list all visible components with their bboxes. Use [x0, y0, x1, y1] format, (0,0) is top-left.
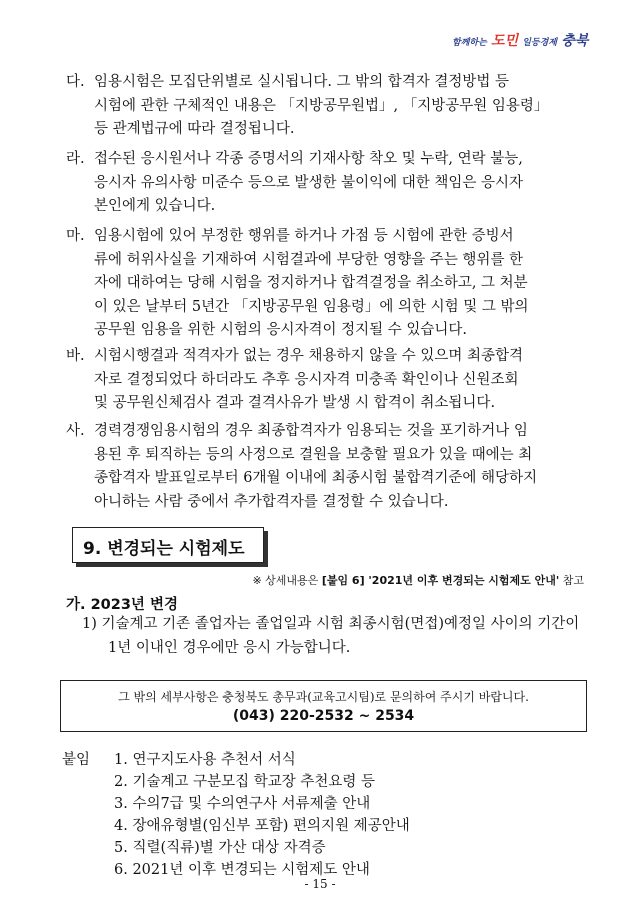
logo-text-1: 함께하는 [452, 38, 487, 48]
contact-box [60, 680, 587, 732]
item-mark: 바. [66, 348, 85, 364]
item-line: 본인에게 있습니다. [94, 198, 216, 214]
contact-text: 그 밖의 세부사항은 충청북도 총무과(교육고시팀)로 문의하여 주시기 바랍니다. [118, 690, 529, 704]
item-line: 이 있은 날부터 5년간 「지방공무원 임용령」에 의한 시험 및 그 밖의 [94, 298, 529, 315]
item-mark: 마. [66, 228, 85, 244]
item-line: 시험에 관한 구체적인 내용은 「지방공무원법」, 「지방공무원 임용령」 [94, 97, 549, 114]
page-number: - 15 - [304, 877, 336, 891]
section-heading: 9. 변경되는 시험제도 [83, 539, 245, 559]
attachment-item: 6. 2021년 이후 변경되는 시험제도 안내 [114, 862, 370, 878]
logo [452, 30, 602, 54]
item-line: 시험시행결과 적격자가 없는 경우 채용하지 않을 수 있으며 최종합격 [94, 348, 524, 364]
attachments-list [62, 749, 410, 881]
item-line: 임용시험에 있어 부정한 행위를 하거나 가점 등 시험에 관한 증빙서 [94, 228, 514, 244]
logo-text-2: 도민 [490, 33, 519, 49]
item-line: 아니하는 사람 중에서 추가합격자를 결정할 수 있습니다. [94, 493, 449, 510]
contact-phone: (043) 220-2532 ~ 2534 [232, 708, 415, 724]
item-line: 자로 결정되었다 하더라도 추후 응시자격 미충족 확인이나 신원조회 [94, 371, 519, 388]
section-heading-box [72, 527, 264, 563]
change-item-line2: 1년 이내인 경우에만 응시 가능합니다. [108, 640, 351, 656]
change-item-line1: 1) 기술계고 기존 졸업자는 졸업일과 시험 최종시험(면접)예정일 사이의 기간이 [82, 616, 580, 632]
item-line: 자에 대하여는 당해 시험을 정지하거나 합격결정을 취소하고, 그 처분 [94, 275, 528, 291]
list-item [66, 148, 586, 219]
note-suffix: 참고 [559, 574, 584, 587]
logo-text-4: 충북 [561, 33, 589, 49]
item-line: 및 공무원신체검사 결과 결격사유가 발생 시 합격이 취소됩니다. [94, 395, 496, 411]
item-line: 공무원 임용을 위한 시험의 응시자격이 정지될 수 있습니다. [94, 322, 468, 338]
item-line: 용된 후 퇴직하는 등의 사정으로 결원을 보충할 필요가 있을 때에는 최 [94, 446, 533, 463]
attachment-item: 1. 연구지도사용 추천서 서식 [114, 752, 296, 768]
item-line: 종합격자 발표일로부터 6개월 이내에 최종시험 불합격기준에 해당하지 [94, 470, 538, 486]
list-item [66, 225, 586, 343]
attachment-item: 4. 장애유형별(임신부 포함) 편의지원 제공안내 [114, 818, 410, 834]
attachment-item: 5. 직렬(직류)별 가산 대상 자격증 [114, 840, 326, 856]
list-item [66, 420, 586, 514]
item-line: 경력경쟁임용시험의 경우 최종합격자가 임용되는 것을 포기하거나 임 [94, 423, 528, 439]
item-line: 접수된 응시원서나 각종 증명서의 기재사항 착오 및 누락, 연락 불능, [94, 151, 523, 167]
attachments [62, 749, 410, 881]
reference-note [252, 572, 584, 588]
item-mark: 다. [66, 74, 85, 90]
subheading: 가. 2023년 변경 [66, 597, 178, 613]
note-prefix: ※ 상세내용은 [252, 574, 322, 587]
attachments-label: 붙임 [62, 752, 91, 768]
change-item [82, 612, 579, 660]
attachment-item: 2. 기술계고 구분모집 학교장 추천요령 등 [114, 774, 375, 790]
item-line: 응시자 유의사항 미준수 등으로 발생한 불이익에 대한 책임은 응시자 [94, 174, 524, 191]
item-line: 임용시험은 모집단위별로 실시됩니다. 그 밖의 합격자 결정방법 등 [94, 74, 510, 90]
item-mark: 사. [66, 423, 85, 439]
item-mark: 라. [66, 151, 85, 167]
attachment-item: 3. 수의7급 및 수의연구사 서류제출 안내 [114, 796, 371, 812]
item-line: 등 관계법규에 따라 결정됩니다. [94, 121, 295, 137]
list-item [66, 345, 586, 416]
list-item [66, 71, 586, 142]
logo-text-3: 일등경제 [522, 38, 557, 48]
item-line: 류에 허위사실을 기재하여 시험결과에 부당한 영향을 주는 행위를 한 [94, 251, 524, 268]
note-bold: [붙임 6] '2021년 이후 변경되는 시험제도 안내' [321, 574, 560, 587]
